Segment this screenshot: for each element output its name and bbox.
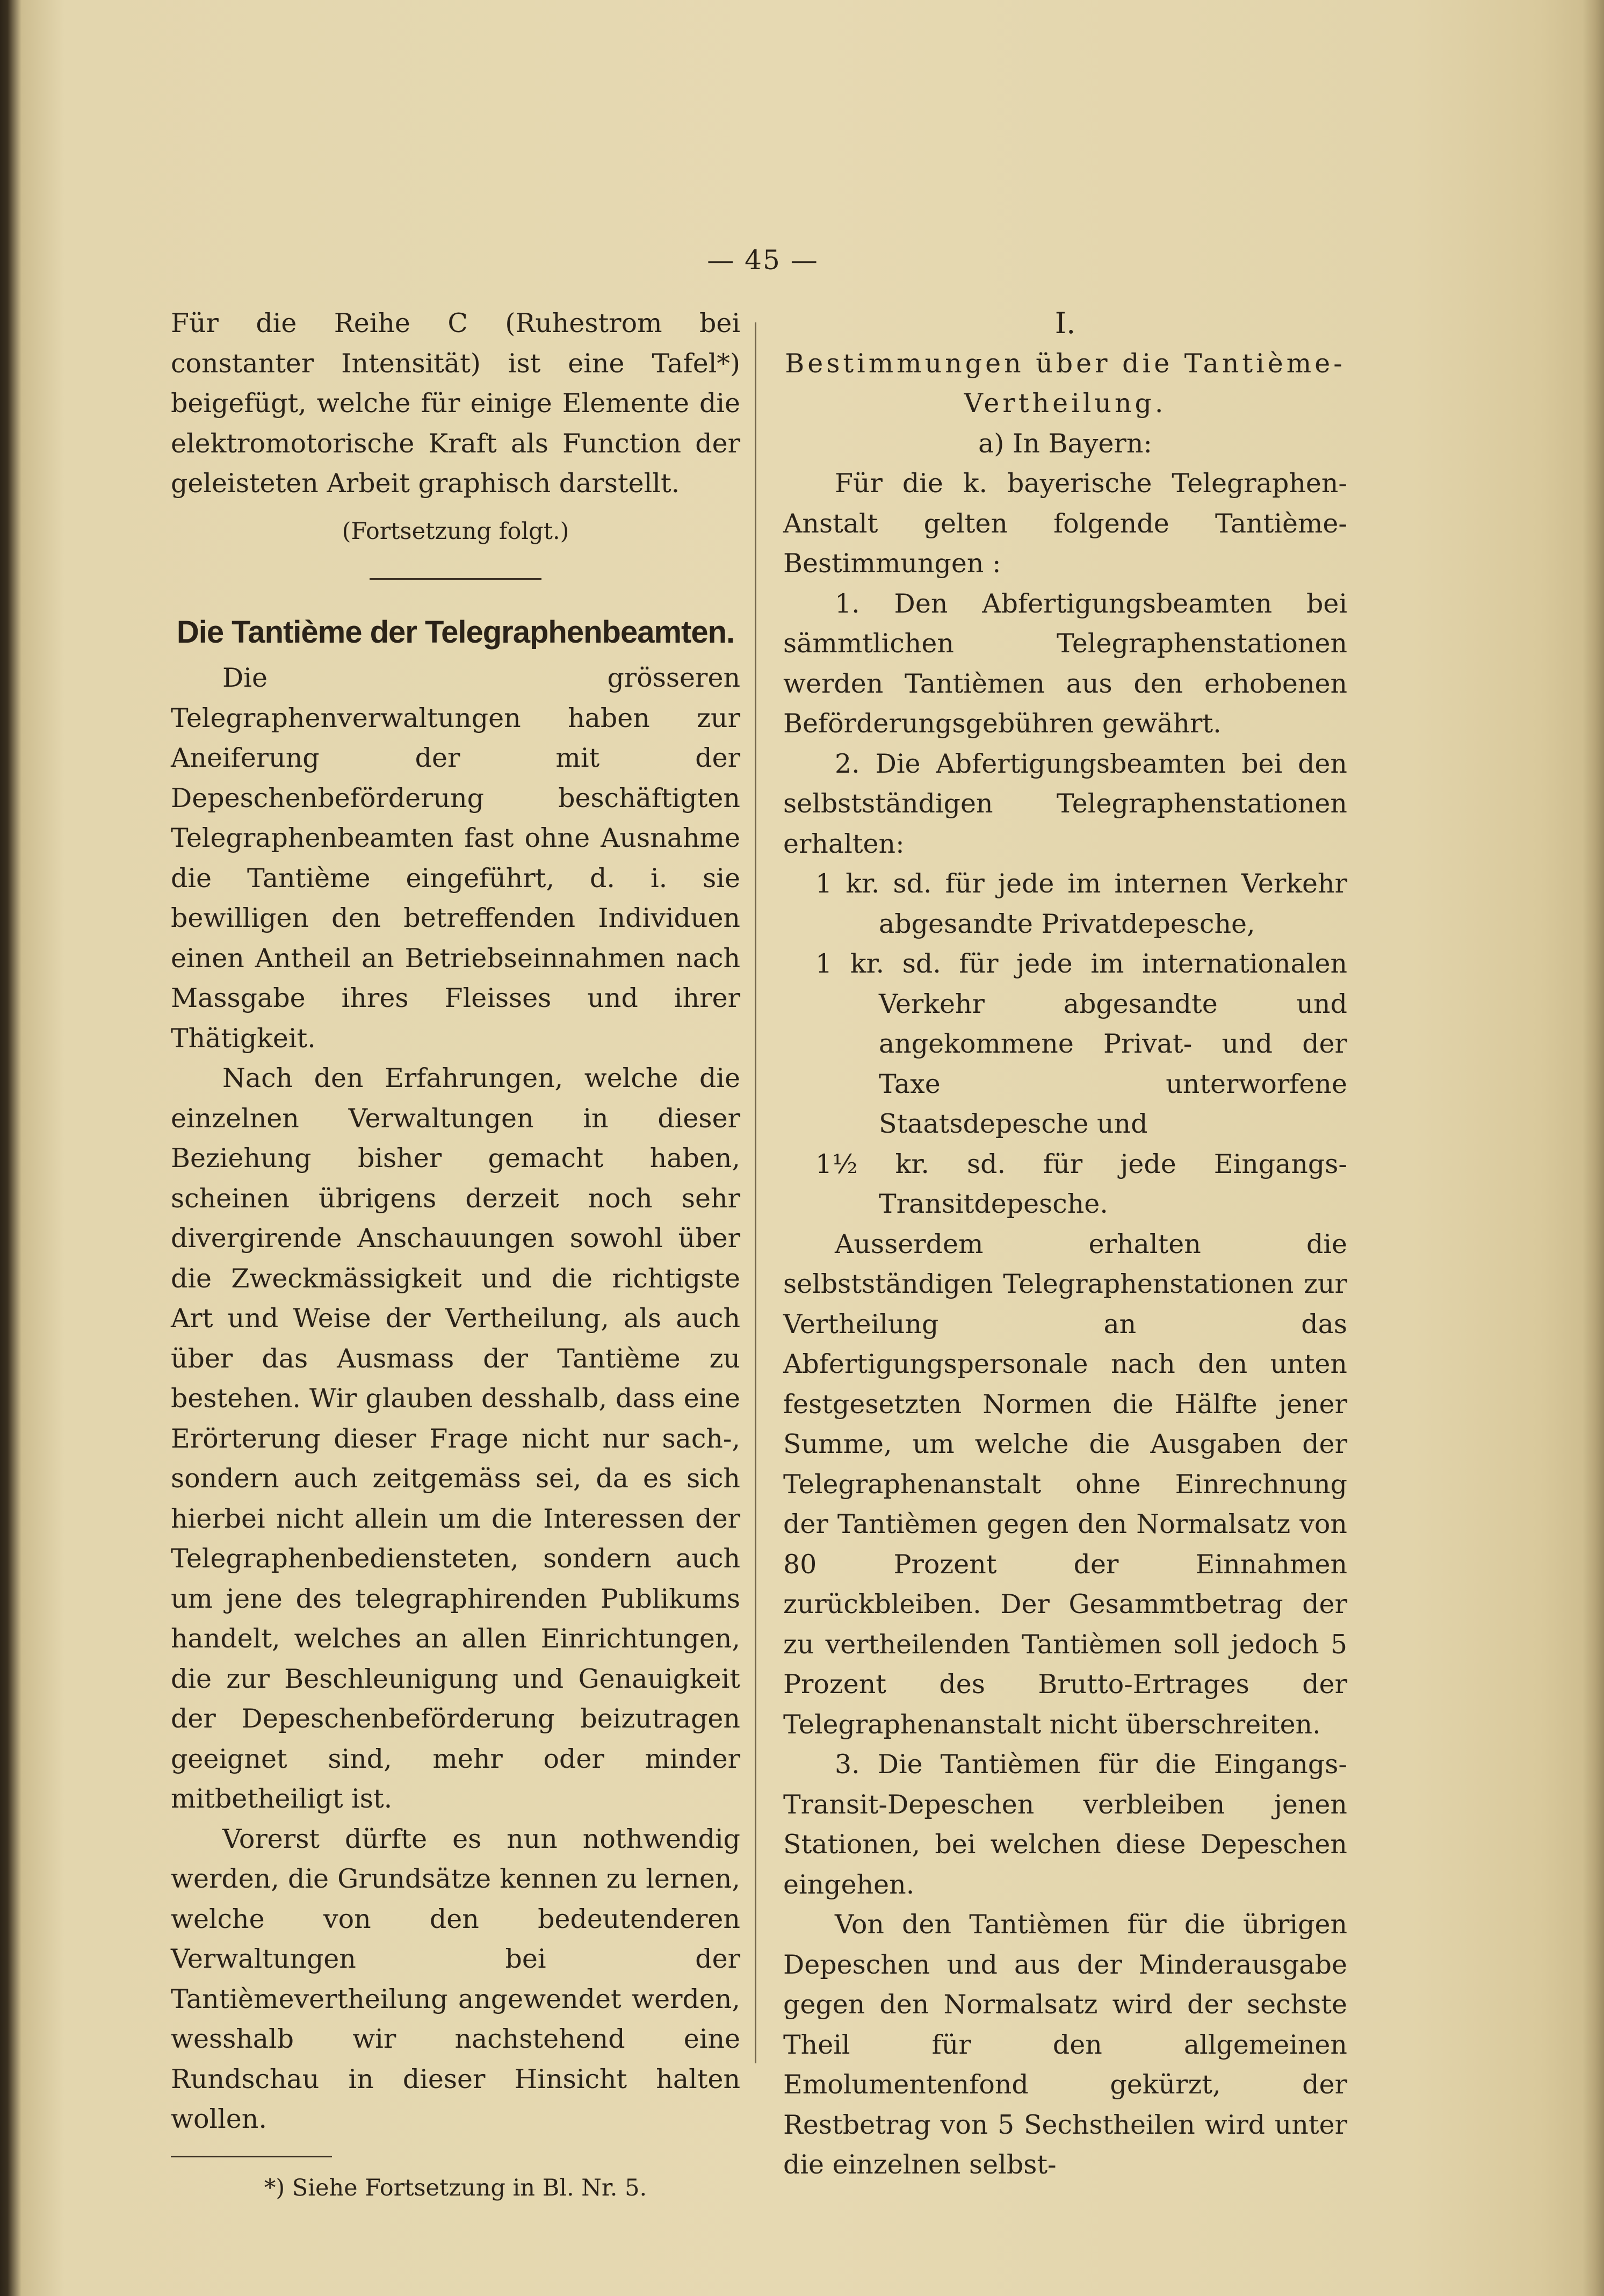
subsection-title: a) In Bayern: [978, 428, 1152, 459]
paragraph: Nach den Erfahrungen, welche die einzelnen Verwaltungen in dieser Beziehung bisher gemacht haben, scheinen übrigens derzeit noch sehr divergirende Anschauungen sowohl über die Zweckmässigkeit und die richtigste Art und Weise der Vertheilung, als auch über das Ausmass der Tantième zu bestehen. Wir glauben desshalb, dass eine Erörterung dieser Frage nicht nur sach-, sondern auch zeitgemäss sei, da es sich hierbei nicht allein um die Interessen der Telegraphenbediensteten, sondern auch um jene des telegraphirenden Publikums handelt, welches an allen Einrichtungen, die zur Beschleunigung und Genauigkeit der Depeschenbeförderung beizutragen geeignet sind, mehr oder minder mitbetheiligt ist. [171, 1063, 740, 1814]
page-number: — 45 — [707, 244, 819, 276]
paragraph: 3. Die Tantièmen für die Eingangs-Transit-Depeschen verbleiben jenen Stationen, bei welchen diese Depeschen eingehen. [783, 1749, 1347, 1900]
list-item: 1½ kr. sd. für jede Eingangs-Transitdepesche. [815, 1148, 1347, 1219]
section-title: Bestimmungen über die Tantième-Vertheilung. [785, 348, 1346, 419]
paragraph: 1. Den Abfertigungsbeamten bei sämmtlichen Telegraphenstationen werden Tantièmen aus den erhobenen Beförderungsgebühren gewährt. [783, 588, 1347, 739]
paragraph: Ausserdem erhalten die selbstständigen Telegraphenstationen zur Vertheilung an das Abfertigungspersonale nach den unten festgesetzten Normen die Hälfte jener Summe, um welche die Ausgaben der Telegraphenanstalt ohne Einrechnung der Tantièmen gegen den Normalsatz von 80 Prozent der Einnahmen zurückbleiben. Der Gesammtbetrag der zu vertheilenden Tantièmen soll jedoch 5 Prozent des Brutto-Ertrages der Telegraphenanstalt nicht überschreiten. [783, 1228, 1347, 1740]
paragraph: Die grösseren Telegraphenverwaltungen haben zur Aneiferung der mit der Depeschenbeförderung beschäftigten Telegraphenbeamten fast ohne Ausnahme die Tantième eingeführt, d. i. sie bewilligen den betreffenden Individuen einen Antheil an Betriebseinnahmen nach Massgabe ihres Fleisses und ihrer Thätigkeit. [171, 663, 740, 1054]
left-column [171, 304, 740, 2208]
article-title: Die Tantième der Telegraphenbeamten. [176, 615, 735, 650]
continuation-note: (Fortsetzung folgt.) [342, 517, 569, 545]
footnote: *) Siehe Fortsetzung in Bl. Nr. 5. [264, 2174, 647, 2201]
paragraph: Von den Tantièmen für die übrigen Depeschen und aus der Minderausgabe gegen den Normalsatz wird der sechste Theil für den allgemeinen Emolumentenfond gekürzt, der Restbetrag von 5 Sechstheilen wird unter die einzelnen selbst- [783, 1909, 1347, 2180]
paragraph: Für die k. bayerische Telegraphen-Anstalt gelten folgende Tantième-Bestimmungen : [783, 468, 1347, 579]
section-number: I. [1054, 306, 1076, 340]
footnote-rule [171, 2156, 332, 2157]
column-divider [755, 322, 756, 2063]
list-item: 1 kr. sd. für jede im internationalen Verkehr abgesandte und angekommene Privat- und der Taxe unterworfene Staatsdepesche und [815, 948, 1347, 1139]
paragraph: 2. Die Abfertigungsbeamten bei den selbstständigen Telegraphenstationen erhalten: [783, 748, 1347, 859]
list-item: 1 kr. sd. für jede im internen Verkehr abgesandte Privatdepesche, [815, 868, 1347, 939]
section-divider [370, 578, 541, 580]
paragraph: Vorerst dürfte es nun nothwendig werden, die Grundsätze kennen zu lernen, welche von den bedeutenderen Verwaltungen bei der Tantièmevertheilung angewendet werden, wesshalb wir nachstehend eine Rundschau in dieser Hinsicht halten wollen. [171, 1823, 740, 2134]
paragraph: Für die Reihe C (Ruhestrom bei constanter Intensität) ist eine Tafel*) beigefügt, welche für einige Elemente die elektromotorische Kraft als Function der geleisteten Arbeit graphisch darstellt. [171, 308, 740, 499]
right-column [783, 304, 1347, 2185]
